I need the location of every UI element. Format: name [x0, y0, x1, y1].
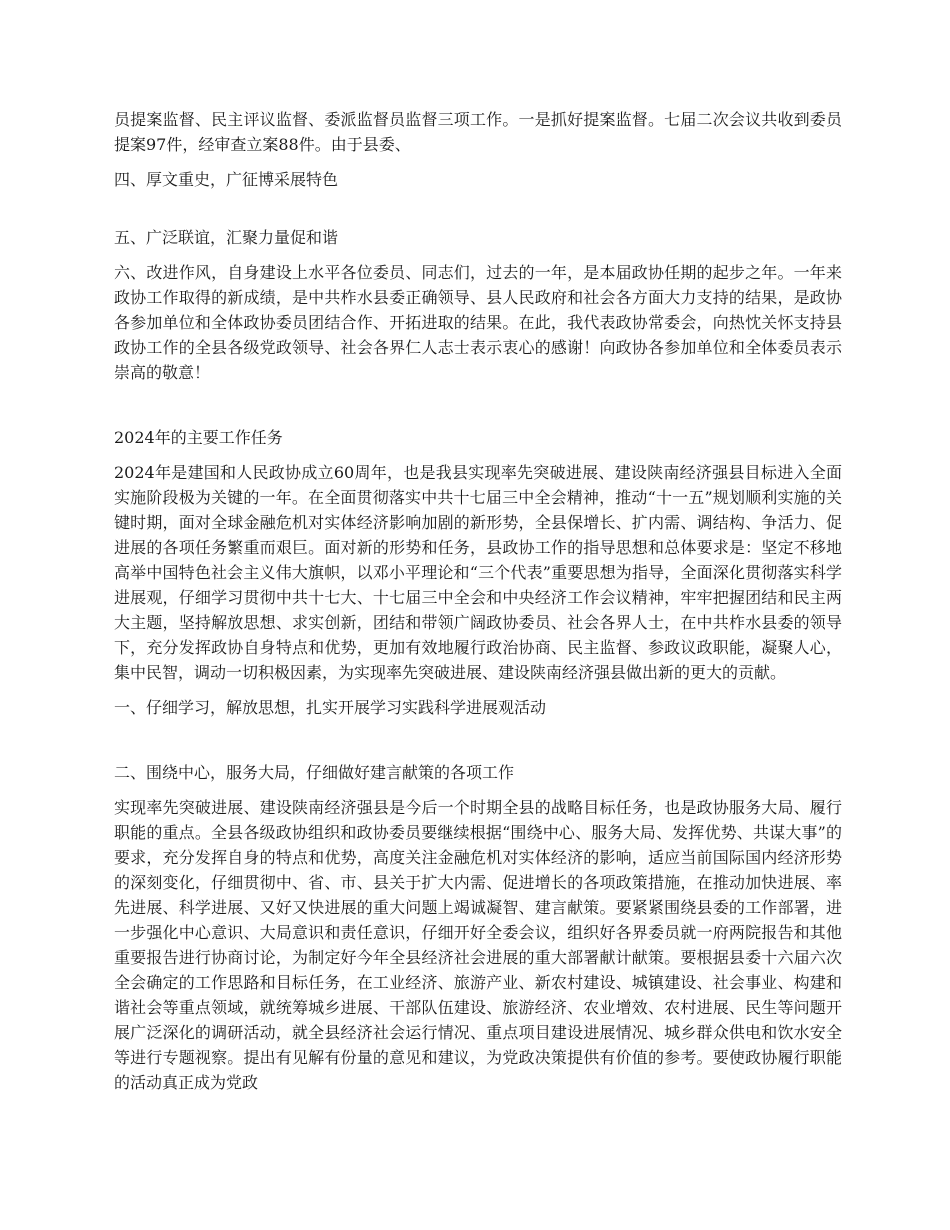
paragraph-work-style: 六、改进作风，自身建设上水平各位委员、同志们，过去的一年，是本届政协任期的起步之年。一年来政协工作取得的新成绩，是中共柞水县委正确领导、县人民政府和社会各方面大力支持的结果，是政协各参加单位和全体政协委员团结合作、开拓进取的结果。在此，我代表政协常委会，向热忱关怀支持县政协工作的全县各级党政领导、社会各界仁人志士表示衷心的感谢！向政协各参加单位和全体委员表示崇高的敬意！ — [114, 263, 842, 382]
heading-serve-center: 二、围绕中心，服务大局，仔细做好建言献策的各项工作 — [114, 763, 515, 782]
document-page — [114, 107, 842, 1105]
heading-friendship-harmony: 五、广泛联谊，汇聚力量促和谐 — [114, 228, 339, 247]
paragraph-proposal-supervision: 员提案监督、民主评议监督、委派监督员监督三项工作。一是抓好提案监督。七届二次会议共收到委员提案97件，经审查立案88件。由于县委、 — [114, 110, 842, 154]
paragraph-strategic-goal: 实现率先突破进展、建设陕南经济强县是今后一个时期全县的战略目标任务，也是政协服务大局、履行职能的重点。全县各级政协组织和政协委员要继续根据“围绕中心、服务大局、发挥优势、共谋大事”的要求，充分发挥自身的特点和优势，高度关注金融危机对实体经济的影响，适应当前国际国内经济形势的深刻变化，仔细贯彻中、省、市、县关于扩大内需、促进增长的各项政策措施，在推动加快进展、率先进展、科学进展、又好又快进展的重大问题上竭诚凝智、建言献策。要紧紧围绕县委的工作部署，进一步强化中心意识、大局意识和责任意识，仔细开好全委会议，组织好各界委员就一府两院报告和其他重要报告进行协商讨论，为制定好今年全县经济社会进展的重大部署献计献策。要根据县委十六届六次全会确定的工作思路和目标任务，在工业经济、旅游产业、新农村建设、城镇建设、社会事业、构建和谐社会等重点领域，就统筹城乡进展、干部队伍建设、旅游经济、农业增效、农村进展、民生等问题开展广泛深化的调研活动，就全县经济社会运行情况、重点项目建设进展情况、城乡群众供电和饮水安全等进行专题视察。提出有见解有份量的意见和建议，为党政决策提供有价值的参考。要使政协履行职能的活动真正成为党政 — [114, 798, 842, 1092]
heading-study-practice: 一、仔细学习，解放思想，扎实开展学习实践科学进展观活动 — [114, 698, 547, 717]
heading-main-tasks: 2024年的主要工作任务 — [114, 428, 283, 447]
paragraph-guiding-thought: 2024年是建国和人民政协成立60周年，也是我县实现率先突破进展、建设陕南经济强县目标进入全面实施阶段极为关键的一年。在全面贯彻落实中共十七届三中全会精神，推动“十一五”规划顺利实施的关键时期，面对全球金融危机对实体经济影响加剧的新形势，全县保增长、扩内需、调结构、争活力、促进展的各项任务繁重而艰巨。面对新的形势和任务，县政协工作的指导思想和总体要求是：坚定不移地高举中国特色社会主义伟大旗帜，以邓小平理论和“三个代表”重要思想为指导，全面深化贯彻落实科学进展观，仔细学习贯彻中共十七大、十七届三中全会和中央经济工作会议精神，牢牢把握团结和民主两大主题，坚持解放思想、求实创新，团结和带领广阔政协委员、社会各界人士，在中共柞水县委的领导下，充分发挥政协自身特点和优势，更加有效地履行政治协商、民主监督、参政议政职能，凝聚人心，集中民智，调动一切积极因素，为实现率先突破进展、建设陕南经济强县做出新的更大的贡献。 — [114, 463, 842, 682]
heading-culture-history: 四、厚文重史，广征博采展特色 — [114, 170, 339, 189]
